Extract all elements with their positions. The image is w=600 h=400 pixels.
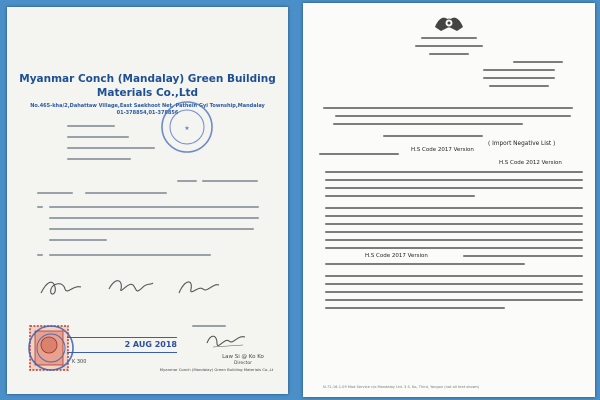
text-line [325, 187, 583, 189]
text-line [325, 283, 583, 285]
text-line [323, 107, 573, 109]
text-line [325, 231, 583, 233]
footer-code: N-72-16-1.09 Mod Service c/o Mandalay Ltd. 3 S. Ko, Third, Yangon (not all text shown) [323, 385, 480, 389]
date-stamp: 2 AUG 2018 [67, 337, 177, 353]
text-line [325, 171, 583, 173]
text-line [333, 123, 523, 125]
signer-name: Law Si @ Ko Ko [222, 354, 264, 360]
text-line [325, 307, 505, 309]
hs-code-2017-term-heading: H.S Code 2017 Version [411, 147, 474, 153]
signer-company: Myanmar Conch (Mandalay) Green Building Materials Co.,Lt [159, 367, 274, 372]
text-line [483, 77, 555, 79]
text-line [429, 53, 469, 55]
text-line [319, 153, 399, 155]
text-line [463, 255, 583, 257]
text-line [483, 69, 555, 71]
text-line [489, 85, 549, 87]
hs-code-2017-term-body: H.S Code 2017 Version [365, 253, 428, 259]
director-signature-icon [203, 329, 251, 353]
text-line [421, 37, 477, 39]
company-address: No.465-kha/2,Dahattaw Village,East Saekhoot Net, Pathein Gyi Township,Mandalay [30, 103, 265, 109]
signature-2-icon [105, 273, 157, 299]
text-line [325, 263, 525, 265]
import-negative-list-term: ( Import Negative List ) [488, 141, 556, 147]
company-phones: 01-378854,01-378856 [116, 110, 179, 116]
text-line [325, 291, 583, 293]
text-line [325, 239, 583, 241]
signature-3-icon [173, 275, 225, 301]
hs-code-2012-term: H.S Code 2012 Version [499, 160, 562, 166]
text-line [325, 207, 583, 209]
text-line [325, 215, 583, 217]
stamp-value: K 300 [72, 359, 87, 365]
company-name-line2: Materials Co.,Ltd [96, 87, 199, 99]
text-line [513, 61, 563, 63]
signature-1-icon [37, 275, 89, 301]
company-name-line1: Myanmar Conch (Mandalay) Green Building [19, 73, 276, 85]
company-letter-page [7, 7, 288, 394]
text-line [325, 223, 583, 225]
svg-text:★: ★ [184, 125, 190, 132]
state-emblem-icon [433, 13, 465, 35]
text-line [325, 275, 583, 277]
text-line [325, 299, 583, 301]
text-line [335, 115, 571, 117]
text-line [325, 195, 475, 197]
signer-title: Director [233, 361, 253, 366]
text-line [325, 247, 583, 249]
text-line [415, 45, 483, 47]
text-line [325, 179, 583, 181]
company-seal-icon [159, 99, 215, 155]
text-line [383, 135, 483, 137]
government-letter-page [303, 3, 595, 397]
